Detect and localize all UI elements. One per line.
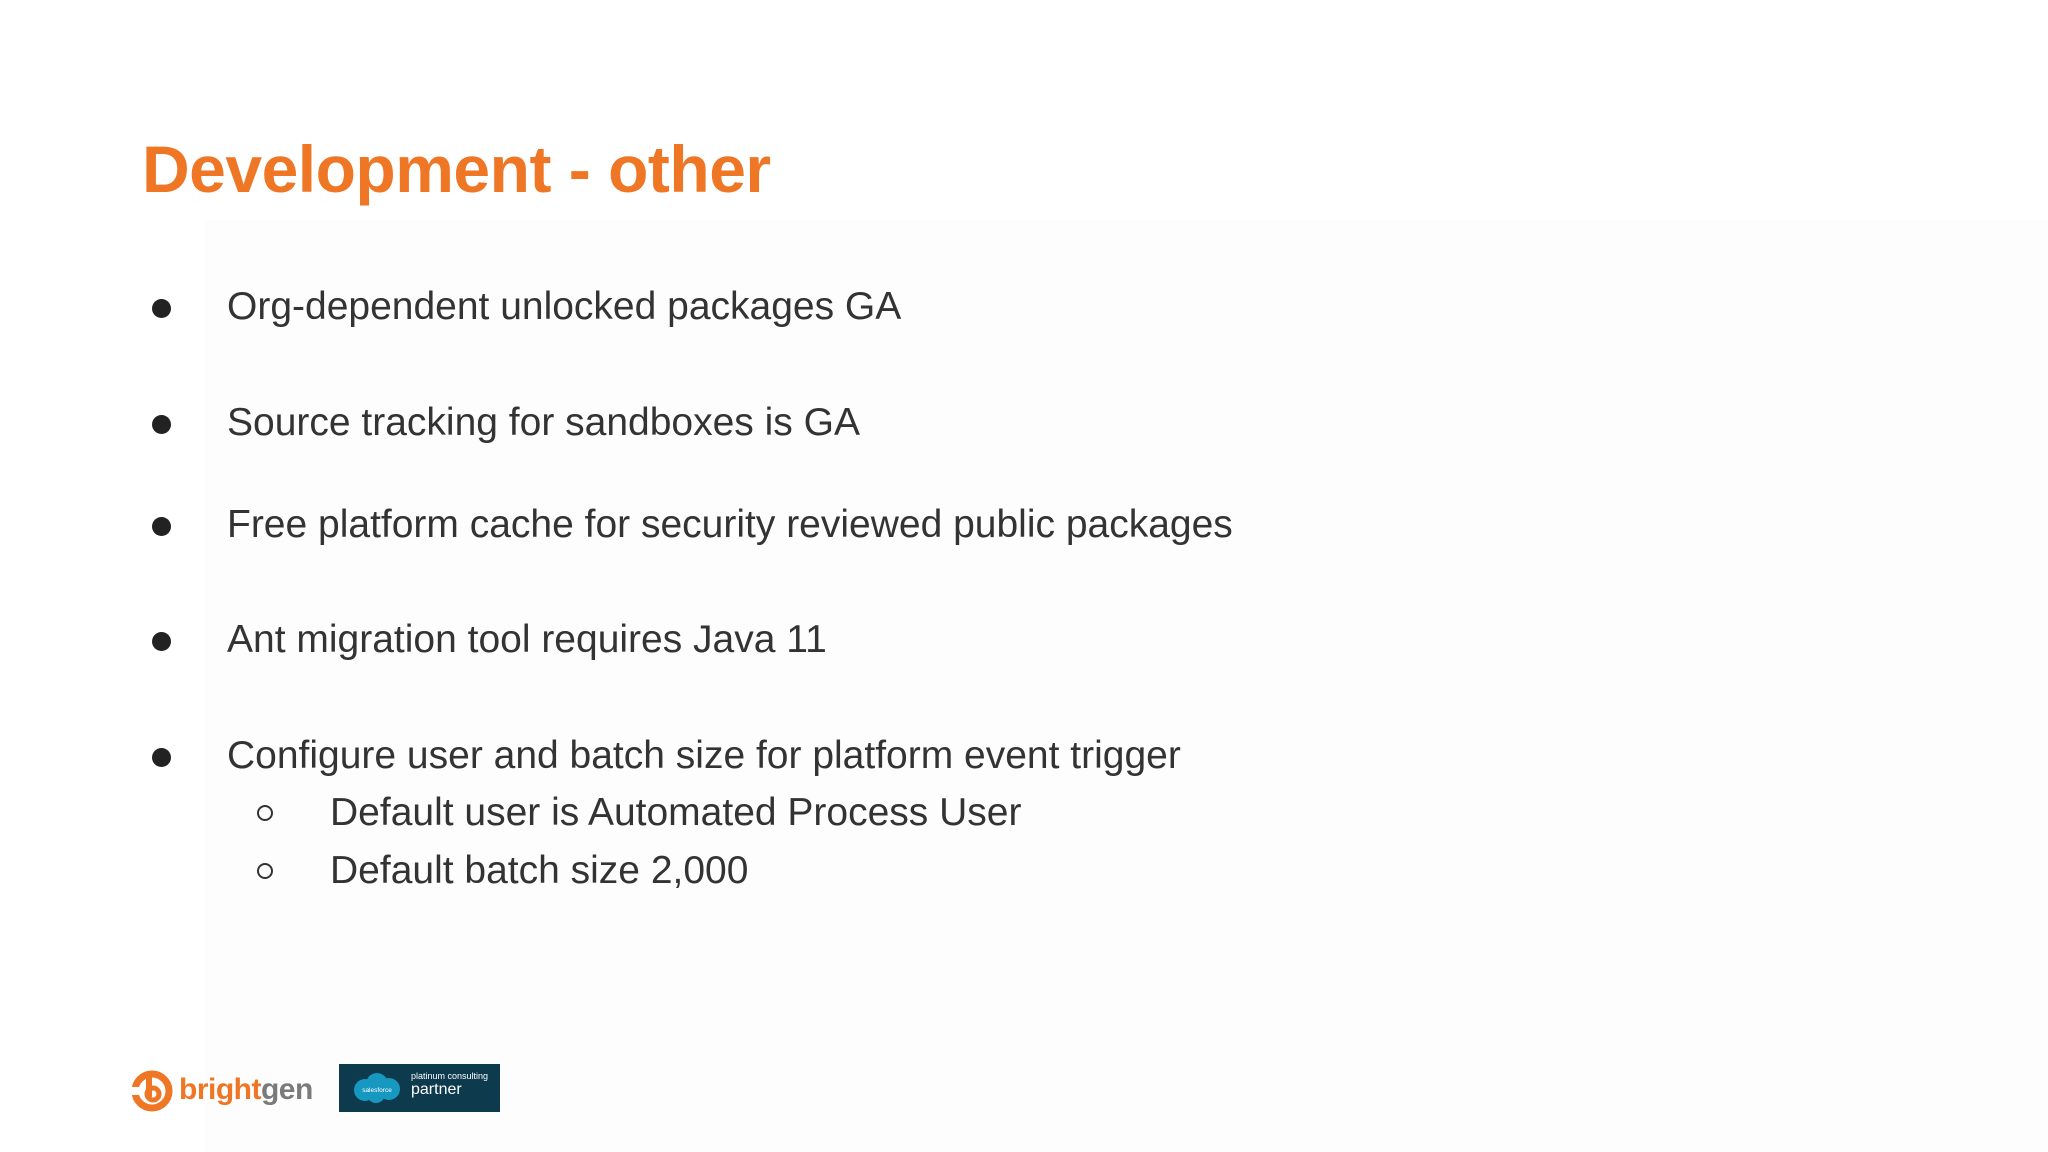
badge-subtitle: platinum consulting: [411, 1071, 489, 1081]
salesforce-partner-badge: [339, 1064, 500, 1112]
hollow-circle-icon: [257, 863, 273, 879]
sub-bullet-item: [0, 843, 1700, 899]
salesforce-cloud-text: salesforce: [362, 1087, 392, 1094]
content-background: [205, 220, 2048, 1152]
bullet-item: [0, 610, 1700, 670]
bullet-dot-icon: [152, 748, 171, 767]
bullet-dot-icon: [152, 632, 171, 651]
sub-bullet-item: [0, 785, 1700, 841]
salesforce-cloud-icon: [349, 1072, 405, 1104]
wordmark-gen: gen: [260, 1073, 313, 1106]
badge-label: partner: [411, 1081, 462, 1098]
bullet-dot-icon: [152, 299, 171, 318]
bullet-text: Configure user and batch size for platform event trigger: [227, 734, 1181, 777]
bullet-item: [0, 726, 1700, 786]
hollow-circle-icon: [257, 805, 273, 821]
bullet-item: [0, 495, 1700, 555]
bullet-text: Source tracking for sandboxes is GA: [227, 401, 860, 444]
brightgen-b-mark-icon: [131, 1070, 173, 1112]
brightgen-logo: [131, 1066, 316, 1114]
bullet-dot-icon: [152, 415, 171, 434]
sub-bullet-text: Default user is Automated Process User: [330, 791, 1022, 834]
sub-bullet-text: Default batch size 2,000: [330, 849, 749, 892]
brightgen-wordmark: [179, 1069, 313, 1111]
slide-title: Development - other: [142, 132, 771, 206]
bullet-dot-icon: [152, 517, 171, 536]
bullet-text: Free platform cache for security reviewed public packages: [227, 503, 1233, 546]
bullet-item: [0, 277, 1700, 337]
wordmark-bright: bright: [179, 1073, 261, 1106]
bullet-text: Ant migration tool requires Java 11: [227, 618, 827, 661]
bullet-text: Org-dependent unlocked packages GA: [227, 285, 902, 328]
bullet-item: [0, 393, 1700, 453]
